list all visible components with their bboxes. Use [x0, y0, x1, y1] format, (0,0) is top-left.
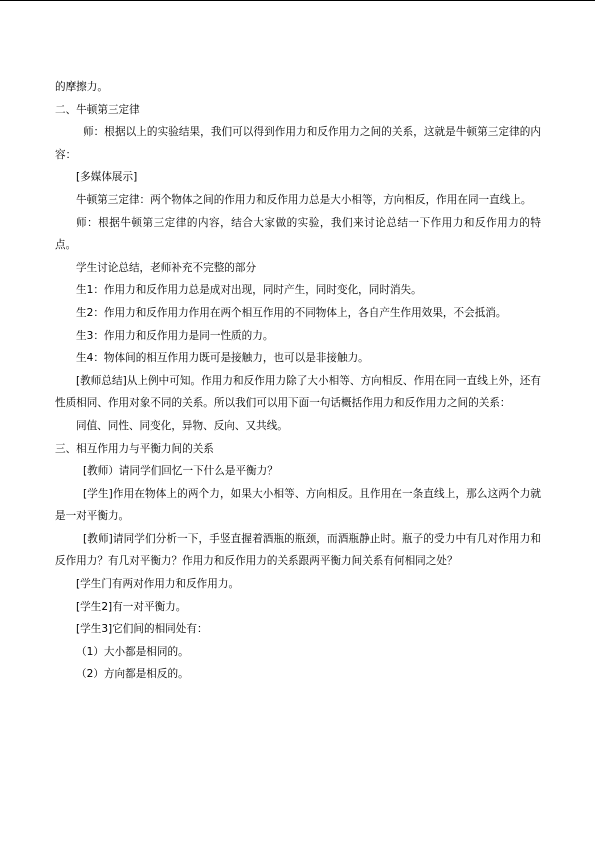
paragraph: 生1：作用力和反作用力总是成对出现，同时产生，同时变化，同时消失。 [76, 284, 422, 297]
document-body [55, 76, 541, 686]
paragraph: [教师总结]从上例中可知。作用力和反作用力除了大小相等、方向相反、作用在同一直线上外，还有性质相同、作用对象不同的关系。所以我们可以用下面一句话概括作用力和反作用力之间的关系： [55, 374, 541, 410]
paragraph: 牛顿第三定律：两个物体之间的作用力和反作用力总是大小相等，方向相反，作用在同一直线上。 [76, 193, 532, 206]
list-item: （2）方向都是相反的。 [76, 668, 189, 681]
paragraph: 生3：作用力和反作用力是同一性质的力。 [76, 329, 274, 342]
paragraph: [学生]作用在物体上的两个力，如果大小相等、方向相反。且作用在一条直线上，那么这两个力就是一对平衡力。 [55, 487, 541, 523]
paragraph: 生2：作用力和反作用力作用在两个相互作用的不同物体上，各自产生作用效果，不会抵消。 [76, 306, 507, 319]
paragraph: [教师]请同学们分析一下，手竖直握着酒瓶的瓶颈，而酒瓶静止时。瓶子的受力中有几对作用力和反作用力？有几对平衡力？作用力和反作用力的关系跟两平衡力间关系有何相同之处？ [55, 532, 541, 568]
paragraph: [多媒体展示] [76, 171, 138, 184]
paragraph: 师：根据以上的实验结果，我们可以得到作用力和反作用力之间的关系，这就是牛顿第三定律的内容： [55, 126, 541, 161]
paragraph: [学生门有两对作用力和反作用力。 [76, 578, 240, 591]
list-item: （1）大小都是相同的。 [76, 645, 189, 658]
paragraph: 的摩擦力。 [55, 81, 108, 93]
paragraph: [教师）请同学们回忆一下什么是平衡力？ [83, 465, 278, 478]
section-heading: 三、相互作用力与平衡力间的关系 [55, 442, 214, 455]
paragraph: [学生3]它们间的相同处有： [76, 623, 208, 636]
paragraph: 生4：物体间的相互作用力既可是接触力，也可以是非接触力。 [76, 352, 369, 365]
paragraph: 同值、同性、同变化，异物、反向、又共线。 [76, 419, 288, 432]
paragraph: [学生2]有一对平衡力。 [76, 600, 187, 613]
top-rule [0, 0, 595, 1]
paragraph: 师：根据牛顿第三定律的内容，结合大家做的实验，我们来讨论总结一下作用力和反作用力的特点。 [55, 216, 541, 252]
section-heading: 二、牛顿第三定律 [55, 103, 140, 116]
paragraph: 学生讨论总结，老师补充不完整的部分 [76, 261, 257, 274]
